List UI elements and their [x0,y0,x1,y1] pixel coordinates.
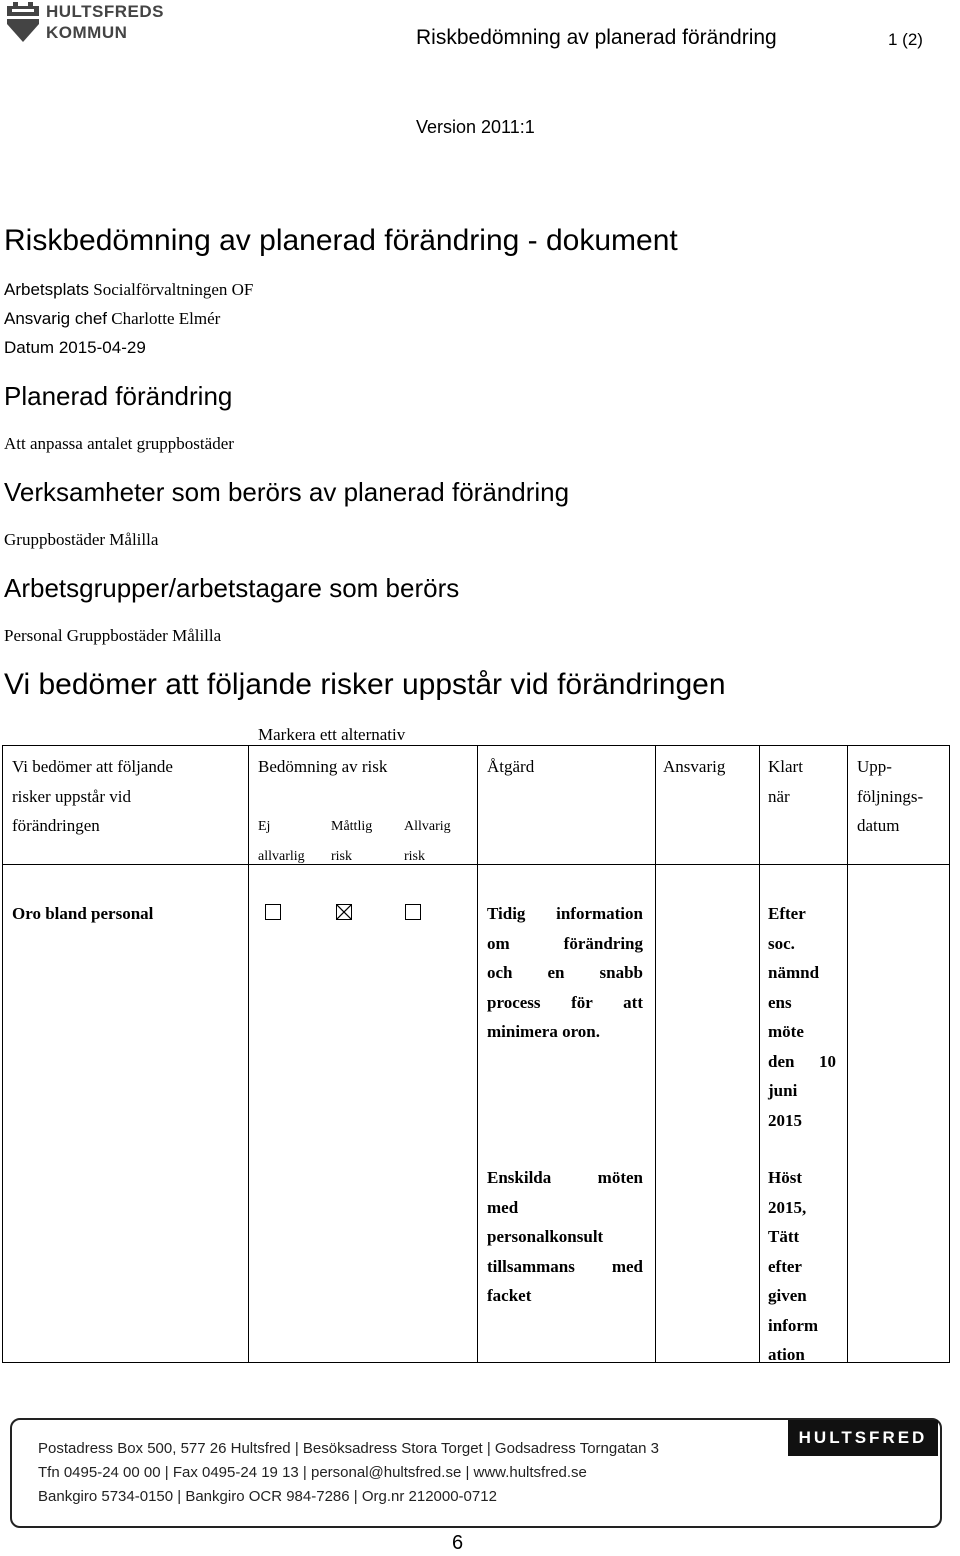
action-line: om förändring [487,933,643,953]
action-line: med [487,1197,519,1217]
done-line: efter [768,1256,802,1276]
footer-box [10,1418,942,1528]
option-moderate-label [331,812,372,871]
groups-text: Personal Gruppbostäder Målilla [4,626,222,645]
operations-text: Gruppbostäder Målilla [4,530,159,549]
option-label-line: risk [404,848,425,864]
logo-line-1: HULTSFREDS [46,2,165,21]
option-label-line: allvarlig [258,848,305,864]
header-followup-line: datum [857,816,900,835]
row-action-2 [487,1163,643,1311]
action-line: Tidig information [487,904,643,923]
header-followup-line: följnings- [857,786,924,806]
done-line: given [768,1286,807,1305]
header-risk-line: förändringen [12,816,100,835]
hultsfreds-kommun-logo [4,2,184,46]
option-label-line: Allvarig [404,819,451,834]
header-done-line: när [768,786,790,806]
row-action-1 [487,899,643,1047]
version-label: Version 2011:1 [416,117,535,137]
document-title: Riskbedömning av planerad förändring - dokument [4,224,678,257]
table-divider [655,746,656,1362]
row-done-1 [768,899,836,1135]
page-indicator: 1 (2) [888,30,923,49]
option-serious-label [404,812,451,871]
row-risk: Oro bland personal [12,904,154,923]
header-title: Riskbedömning av planerad förändring [416,26,777,49]
header-followup-line: Upp- [857,757,892,776]
header-risk-line: risker uppstår vid [12,786,131,806]
footer-address: Postadress Box 500, 577 26 Hultsfred | Besöksadress Stora Torget | Godsadress Torngatan 3 [38,1440,659,1457]
header-done [768,752,803,811]
mark-one-instruction: Markera ett alternativ [258,725,406,744]
date-label: Datum [4,338,55,357]
header-done-line: Klart [768,757,803,776]
footer-logo: HULTSFRED [788,1420,938,1456]
done-line: ens [768,992,792,1012]
done-line: 2015 [768,1110,802,1130]
done-line: inform [768,1315,819,1335]
done-line: Höst [768,1168,802,1187]
done-line: nämnd [768,963,820,982]
table-divider [847,746,848,1362]
risks-heading: Vi bedömer att följande risker uppstår vid förändringen [4,668,726,701]
footer-bank: Bankgiro 5734-0150 | Bankgiro OCR 984-7286 | Org.nr 212000-0712 [38,1488,497,1505]
option-not-serious-label [258,812,305,871]
not-serious-checkbox[interactable] [265,904,281,920]
serious-checkbox[interactable] [405,904,421,920]
municipality-crown-icon [4,2,42,44]
table-divider [248,746,249,1362]
manager-value: Charlotte Elmér [111,309,221,328]
header-responsible: Ansvarig [663,757,726,776]
table-divider [477,746,478,1362]
operations-heading: Verksamheter som berörs av planerad förändring [4,477,570,507]
done-line: den 10 [768,1051,836,1071]
date-row [4,338,146,358]
table-divider [759,746,760,1362]
header-followup [857,752,923,841]
action-line: tillsammans med [487,1256,643,1276]
table-divider [3,864,949,865]
action-line: och en snabb [487,963,643,982]
action-line: process för att [487,992,643,1012]
action-line: minimera oron. [487,1022,601,1041]
manager-row [4,309,220,329]
action-line: Enskilda möten [487,1168,643,1187]
option-label-line: risk [331,848,352,864]
done-line: möte [768,1022,804,1041]
date-value: 2015-04-29 [58,338,146,357]
option-label-line: Ej [258,819,271,834]
action-line: personalkonsult [487,1227,604,1246]
done-line: 2015, [768,1197,807,1217]
option-label-line: Måttlig [331,819,373,834]
header-action: Åtgärd [487,757,535,776]
done-line: juni [768,1081,798,1100]
planned-change-text: Att anpassa antalet gruppbostäder [4,434,234,453]
bottom-page-number: 6 [452,1532,464,1554]
done-line: ation [768,1345,805,1364]
risk-table [2,745,950,1363]
action-line: facket [487,1286,532,1305]
workplace-label: Arbetsplats [4,280,90,299]
done-line: Efter [768,904,806,923]
logo-line-2: KOMMUN [46,23,128,42]
done-line: soc. [768,933,795,953]
done-line: Tätt [768,1227,800,1246]
footer-contact: Tfn 0495-24 00 00 | Fax 0495-24 19 13 | personal@hultsfred.se | www.hultsfred.se [38,1464,587,1481]
manager-label: Ansvarig chef [4,309,107,328]
checkbox-cross-icon [337,905,351,919]
header-assessment: Bedömning av risk [258,757,388,776]
header-risk [12,752,173,841]
header-risk-line: Vi bedömer att följande [12,757,173,776]
workplace-value: Socialförvaltningen OF [93,280,254,299]
row-done-2 [768,1163,838,1370]
workplace-row [4,280,253,300]
groups-heading: Arbetsgrupper/arbetstagare som berörs [4,573,460,603]
moderate-checkbox[interactable] [336,904,352,920]
planned-change-heading: Planerad förändring [4,381,233,411]
